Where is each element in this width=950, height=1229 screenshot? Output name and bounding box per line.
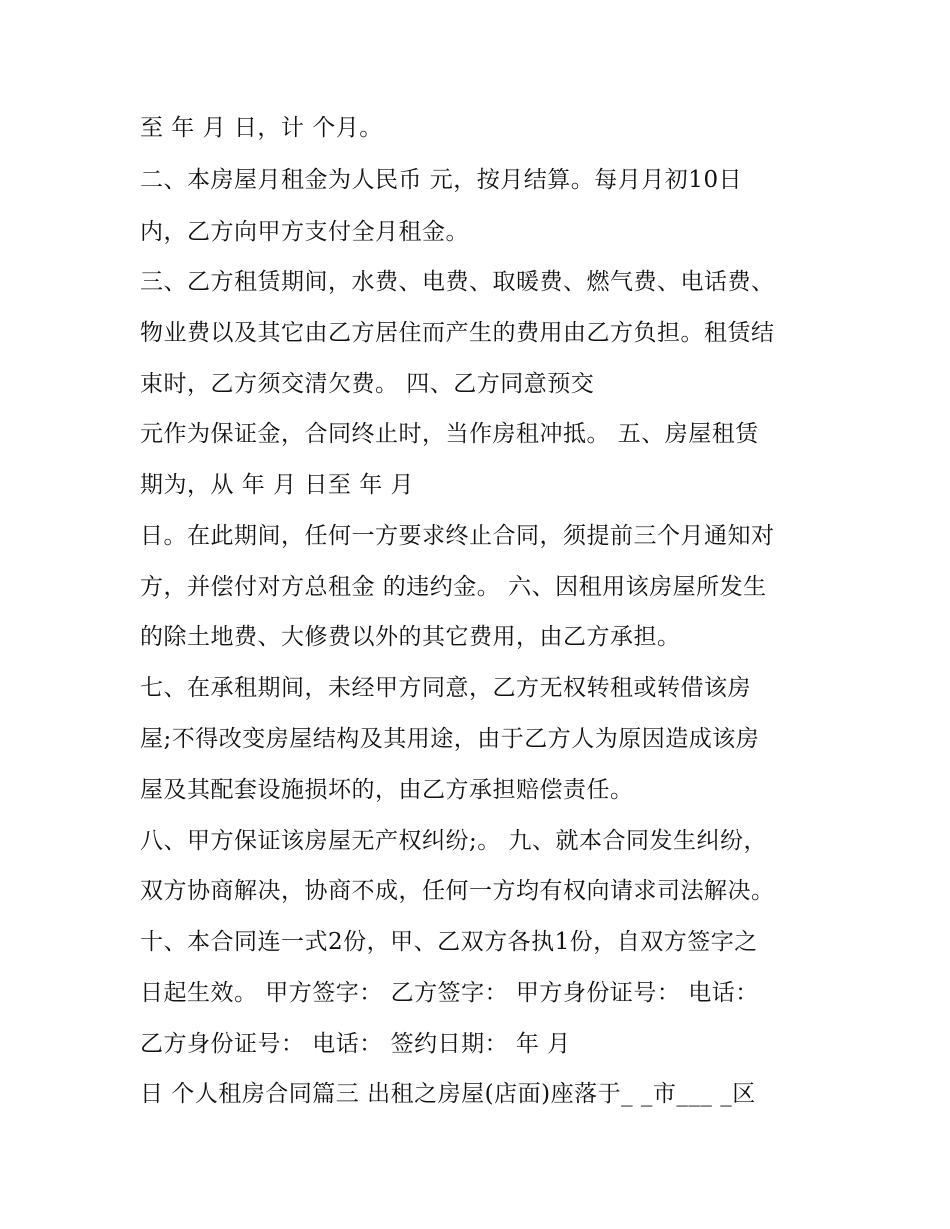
text-line: 屋;不得改变房屋结构及其用途，由于乙方人为原因造成该房 bbox=[140, 726, 760, 752]
text-line: 七、在承租期间，未经甲方同意，乙方无权转租或转借该房 bbox=[140, 675, 751, 701]
text-line: 物业费以及其它由乙方居住而产生的费用由乙方负担。租赁结 bbox=[140, 320, 775, 346]
text-line: 八、甲方保证该房屋无产权纠纷;。 九、就本合同发生纠纷， bbox=[140, 828, 768, 854]
text-line: 的除土地费、大修费以外的其它费用，由乙方承担。 bbox=[140, 624, 681, 650]
text-line: 日起生效。 甲方签字： 乙方签字： 甲方身份证号： 电话： bbox=[140, 980, 759, 1006]
text-line: 屋及其配套设施损坏的，由乙方承担赔偿责任。 bbox=[140, 777, 634, 803]
text-line: 二、本房屋月租金为人民币 元，按月结算。每月月初10日 bbox=[140, 167, 743, 193]
text-line: 三、乙方租赁期间，水费、电费、取暖费、燃气费、电话费、 bbox=[140, 269, 775, 295]
text-line: 束时，乙方须交清欠费。 四、乙方同意预交 bbox=[140, 371, 595, 397]
text-line: 十、本合同连一式2份，甲、乙双方各执1份，自双方签字之 bbox=[140, 929, 758, 955]
text-line: 乙方身份证号： 电话： 签约日期： 年 月 bbox=[140, 1031, 571, 1057]
text-line: 方，并偿付对方总租金 的违约金。 六、因租用该房屋所发生 bbox=[140, 574, 767, 600]
text-line: 至 年 月 日，计 个月。 bbox=[140, 115, 383, 141]
text-line: 元作为保证金，合同终止时，当作房租冲抵。 五、房屋租赁 bbox=[140, 421, 759, 447]
text-line: 双方协商解决，协商不成，任何一方均有权向请求司法解决。 bbox=[140, 878, 775, 904]
text-line: 日 个人租房合同篇三 出租之房屋(店面)座落于_ _市___ _区 bbox=[140, 1081, 756, 1107]
text-line: 内，乙方向甲方支付全月租金。 bbox=[140, 219, 469, 245]
text-line: 日。在此期间，任何一方要求终止合同，须提前三个月通知对 bbox=[140, 523, 775, 549]
text-line: 期为，从 年 月 日至 年 月 bbox=[140, 472, 415, 498]
